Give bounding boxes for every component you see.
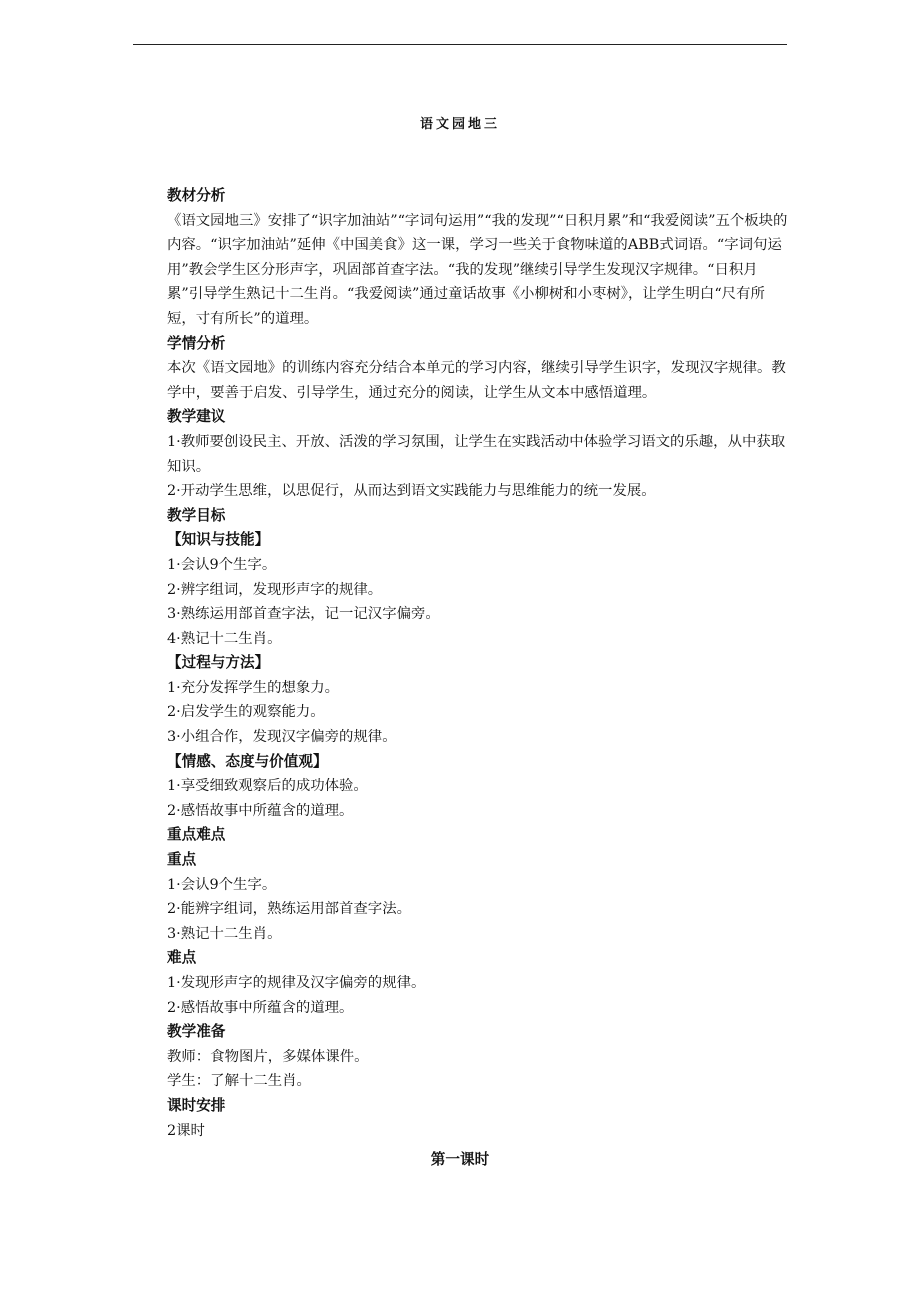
list-item: 2课时 (167, 1122, 205, 1139)
list-item: 1·会认9个生字。 (167, 556, 277, 573)
list-item: 教师：食物图片，多媒体课件。 (167, 1048, 369, 1065)
list-item: 2·能辨字组词，熟练运用部首查字法。 (167, 901, 411, 918)
list-item: 2·辨字组词，发现形声字的规律。 (167, 581, 383, 598)
section-heading: 难点 (167, 949, 197, 967)
section-heading: 教材分析 (167, 187, 226, 204)
list-item: 3·小组合作，发现汉字偏旁的规律。 (167, 729, 397, 746)
list-item: 2·感悟故事中所蕴含的道理。 (167, 802, 354, 819)
list-item: 3·熟练运用部首查字法，记一记汉字偏旁。 (167, 606, 440, 623)
section-heading: 重点 (167, 851, 197, 869)
list-item: 1·享受细致观察后的成功体验。 (167, 778, 368, 795)
paragraph: 《语文园地三》安排了“识字加油站”“字词句运用”“我的发现”“日积月累”和“我爱阅读”五个板块的内容。“识字加油站”延伸《中国美食》这一课，学习一些关于食物味道的ABB式词语。“字词句运用”教会学生区分形声字，巩固部首查字法。“我的发现”继续引导学生发现汉字规律。“日积月累”引导学生熟记十二生肖。“我爱阅读”通过童话故事《小柳树和小枣树》，让学生明白“尺有所短，寸有所长”的道理。 (167, 212, 788, 327)
section-heading: 教学目标 (167, 506, 226, 524)
section-heading: 重点难点 (167, 826, 226, 844)
lesson-title: 第一课时 (430, 1151, 490, 1168)
list-item: 2·感悟故事中所蕴含的道理。 (167, 999, 354, 1016)
paragraph: 2·开动学生思维，以思促行，从而达到语文实践能力与思维能力的统一发展。 (167, 483, 656, 500)
paragraph: 1·教师要创设民主、开放、活泼的学习氛围，让学生在实践活动中体验学习语文的乐趣，从中获取知识。 (167, 433, 786, 475)
list-item: 3·熟记十二生肖。 (167, 925, 282, 942)
document-title: 语文园地三 (419, 117, 500, 132)
section-heading: 教学建议 (167, 408, 226, 426)
paragraph: 本次《语文园地》的训练内容充分结合本单元的学习内容，继续引导学生识字，发现汉字规律。教学中，要善于启发、引导学生，通过充分的阅读，让学生从文本中感悟道理。 (167, 360, 786, 401)
section-heading: 教学准备 (167, 1023, 226, 1041)
list-item: 1·发现形声字的规律及汉字偏旁的规律。 (167, 975, 426, 991)
section-heading: 【知识与技能】 (167, 531, 270, 549)
list-item: 学生：了解十二生肖。 (167, 1073, 311, 1090)
header-rule (133, 44, 787, 45)
list-item: 2·启发学生的观察能力。 (167, 704, 325, 721)
section-heading: 课时安排 (167, 1096, 226, 1114)
section-heading: 【过程与方法】 (167, 654, 270, 672)
document-body (167, 184, 793, 1143)
list-item: 4·熟记十二生肖。 (167, 630, 282, 647)
list-item: 1·充分发挥学生的想象力。 (167, 679, 340, 696)
list-item: 1·会认9个生字。 (167, 876, 277, 893)
section-heading: 【情感、态度与价值观】 (167, 752, 328, 770)
section-heading: 学情分析 (167, 334, 226, 352)
